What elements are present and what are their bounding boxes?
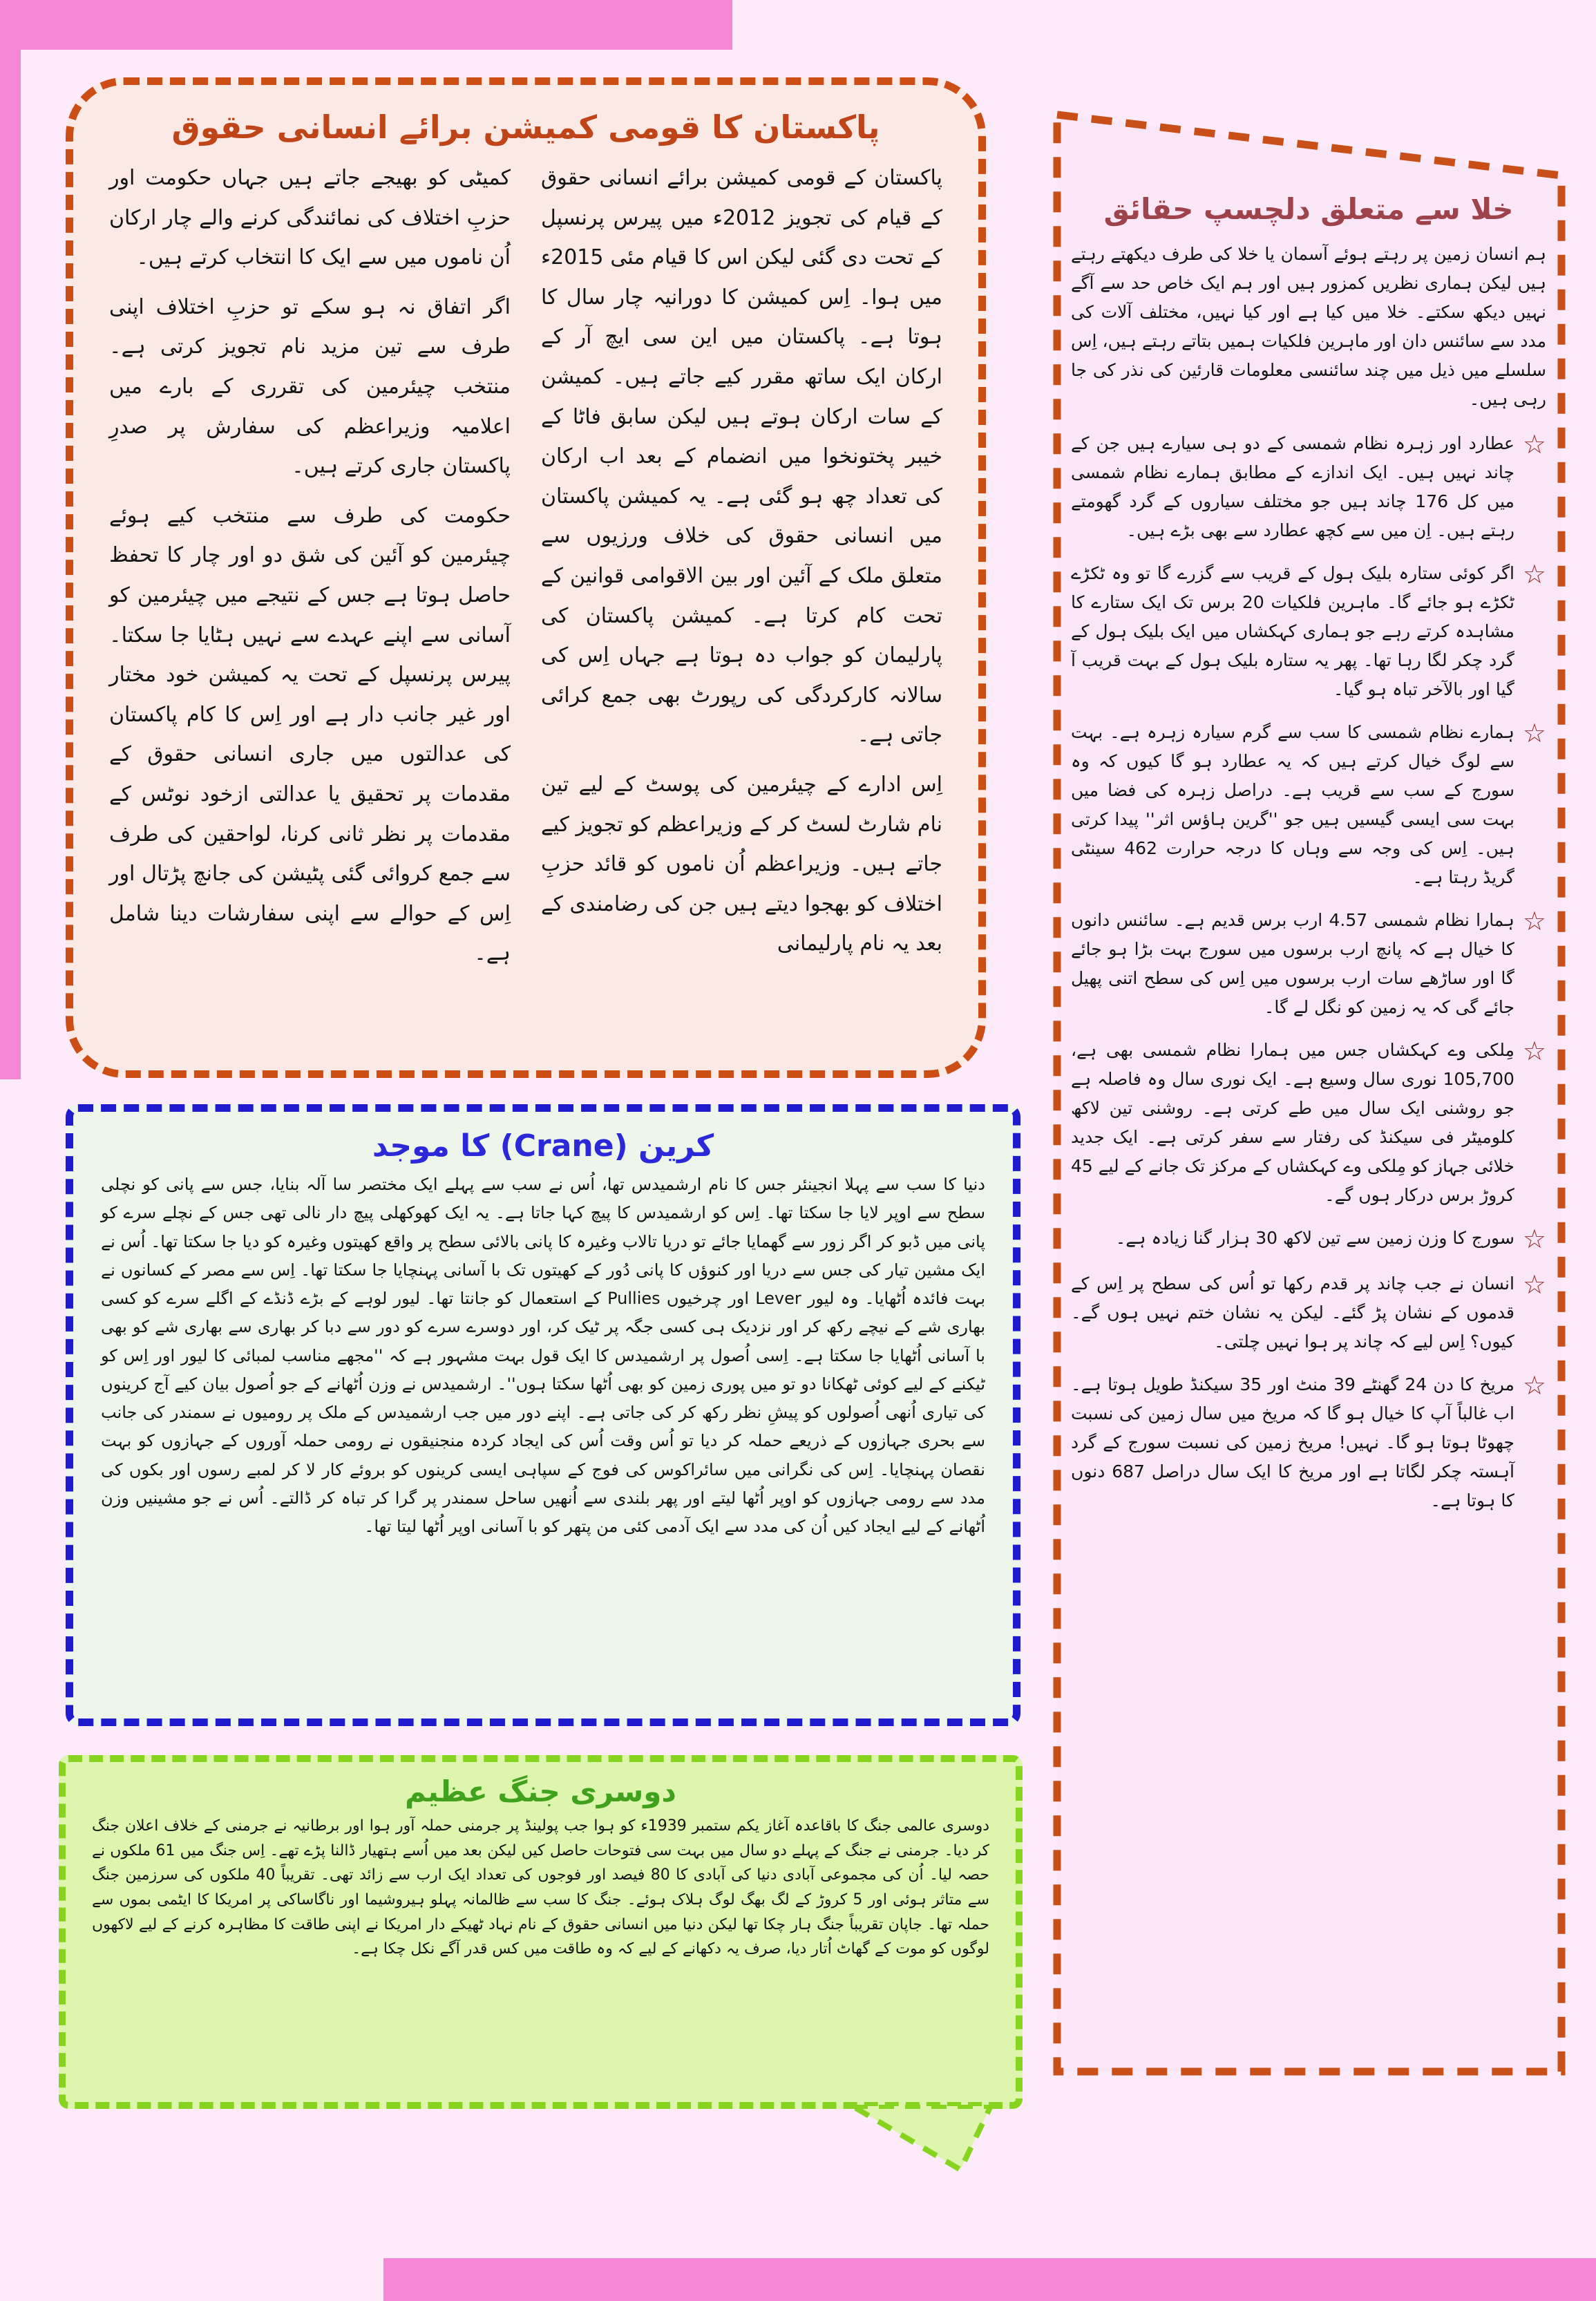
space-facts-content (1071, 192, 1546, 2058)
star-bullet-icon: ☆ (1522, 429, 1546, 460)
fact-text: عطارد اور زہرہ نظام شمسی کے دو ہی سیارے ہیں جن کے چاند نہیں ہیں۔ ایک اندازے کے مطابق ہمارے نظام شمسی میں کل 176 چاند ہیں جو مختلف سیاروں کے گرد گھومتے رہتے ہیں۔ اِن میں سے کچھ عطارد سے بھی بڑے ہیں۔ (1071, 433, 1514, 540)
list-item (1071, 1269, 1546, 1356)
nchr-paragraph: پاکستان کے قومی کمیشن برائے انسانی حقوق کے قیام کی تجویز 2012ء میں پیرس پرنسپل کے تحت دی گئی لیکن اس کا قیام مئی 2015ء میں ہوا۔ اِس کمیشن کا دورانیہ چار سال کا ہوتا ہے۔ پاکستان میں این سی ایچ آر کے ارکان ایک ساتھ مقرر کیے جاتے ہیں۔ کمیشن کے سات ارکان ہوتے ہیں لیکن سابق فاٹا کے خیبر پختونخوا میں انضمام کے بعد اب ارکان کی تعداد چھ ہو گئی ہے۔ یہ کمیشن پاکستان میں انسانی حقوق کی خلاف ورزیوں سے متعلق ملک کے آئین اور بین الاقوامی قوانین کے تحت کام کرتا ہے۔ کمیشن پاکستان کی پارلیمان کو جواب دہ ہوتا ہے جہاں اِس کی سالانہ کارکردگی کی رپورٹ بھی جمع کرائی جاتی ہے۔ (541, 166, 942, 748)
crane-article-body: دنیا کا سب سے پہلا انجینئر جس کا نام ارشمیدس تھا، اُس نے سب سے پہلے ایک مختصر سا آلہ بنایا، جس سے پانی کو نچلی سطح سے اوپر لایا جا سکتا تھا۔ اِس کو ارشمیدس کا پیچ کہا جاتا ہے۔ یہ ایک کھوکھلی پیچ دار نالی تھی جس کے نچلے سرے کو پانی میں ڈبو کر اگر زور سے گھمایا جائے تو دریا تالاب وغیرہ کا پانی بالائی سطح پر واقع کھیتوں وغیرہ کو دیا جا سکتا تھا۔ اُس نے ایک مشین تیار کی جس سے دریا اور کنوؤں کا پانی دُور کے کھیتوں تک با آسانی پہنچایا جا سکتا تھا۔ اِس سے مصر کے کسانوں نے بہت فائدہ اُٹھایا۔ وہ لیور Lever اور چرخیوں Pullies کے استعمال کو جانتا تھا۔ لیور لوہے کے بڑے ڈنڈے کے اگلے سرے کو کسی بھاری شے کے نیچے رکھ کر اور نزدیک ہی کسی جگہ پر ٹیک کر، اور دوسرے سرے کو دور سے دبا کر بھاری سے بھاری شے کو بھی با آسانی اُٹھایا جا سکتا ہے۔ اِسی اُصول پر ارشمیدس کا ایک قول بہت مشہور ہے کہ ''مجھے مناسب لمبائی کا لیور اور اِس کو ٹیکنے کے لیے کوئی ٹھکانا دو تو میں پوری زمین کو بھی اُٹھا سکتا ہوں''۔ ارشمیدس نے وزن اُٹھانے کے جو اُصول بیان کیے آج کرینوں کی تیاری اُنھی اُصولوں کو پیشِ نظر رکھ کر کی جاتی ہے۔ اپنے دور میں جب ارشمیدس کے ملک پر رومیوں نے سمندر کی جانب سے بحری جہازوں کے ذریعے حملہ کر دیا تو اُس وقت اُس کی ایجاد کردہ منجنیقوں نے رومی حملہ آوروں کے جہازوں کو بہت نقصان پہنچایا۔ اِس کی نگرانی میں سائراکوس کی فوج کے سپاہی ایسی کرینوں کو بروئے کار لا کر لمبے رسوں اور بکوں کی مدد سے رومی جہازوں کو اوپر اُٹھا لیتے اور پھر بلندی سے اُنھیں ساحل سمندر پر گرا کر تباہ کر ڈالتے۔ اُس نے جو مشینیں وزن اُٹھانے کے لیے ایجاد کیں اُن کی مدد سے ایک آدمی کئی من پتھر کو با آسانی اوپر اُٹھا لیتا تھا۔ (101, 1175, 986, 1537)
star-bullet-icon: ☆ (1522, 718, 1546, 748)
list-item (1071, 1224, 1546, 1256)
space-facts-box (1053, 109, 1566, 2077)
fact-text: مِلکی وے کہکشاں جس میں ہمارا نظام شمسی بھی ہے، 105,700 نوری سال وسیع ہے۔ ایک نوری سال وہ فاصلہ ہے جو روشنی ایک سال میں طے کرتی ہے۔ روشنی تین لاکھ کلومیٹر فی سیکنڈ کی رفتار سے سفر کرتی ہے۔ ایک جدید خلائی جہاز کو مِلکی وے کہکشاں کے مرکز تک جانے کے لیے 45 کروڑ برس درکار ہوں گے۔ (1071, 1040, 1514, 1205)
star-bullet-icon: ☆ (1522, 1269, 1546, 1300)
star-bullet-icon: ☆ (1522, 1036, 1546, 1066)
star-bullet-icon: ☆ (1522, 906, 1546, 936)
list-item (1071, 1036, 1546, 1210)
star-bullet-icon: ☆ (1522, 1224, 1546, 1254)
fact-text: مریخ کا دن 24 گھنٹے 39 منٹ اور 35 سیکنڈ طویل ہوتا ہے۔ اب غالباً آپ کا خیال ہو گا کہ مریخ میں سال زمین کی نسبت چھوٹا ہوتا ہو گا۔ نہیں! مریخ زمین کی نسبت سورج کے گرد آہستہ چکر لگاتا ہے اور مریخ کا ایک سال دراصل 687 دنوں کا ہوتا ہے۔ (1071, 1374, 1514, 1511)
fact-text: ہمارا نظام شمسی 4.57 ارب برس قدیم ہے۔ سائنس دانوں کا خیال ہے کہ پانچ ارب برسوں میں سورج بہت بڑا ہو جائے گا اور ساڑھے سات ارب برسوں میں اِس کی سطح اتنی پھیل جائے گی کہ یہ زمین کو نگل لے گا۔ (1071, 910, 1514, 1017)
nchr-paragraph: اِس ادارے کے چیئرمین کی پوسٹ کے لیے تین نام شارٹ لسٹ کر کے وزیراعظم کو تجویز کیے جاتے ہیں۔ وزیراعظم اُن ناموں کو قائد حزبِ اختلاف کو بھجوا دیتے ہیں جن کی رضامندی کے بعد یہ نام پارلیمانی (541, 772, 942, 956)
list-item (1071, 559, 1546, 704)
fact-text: انسان نے جب چاند پر قدم رکھا تو اُس کی سطح پر اِس کے قدموں کے نشان پڑ گئے۔ لیکن یہ نشان ختم نہیں ہوں گے۔ کیوں؟ اِس لیے کہ چاند پر ہوا نہیں چلتی۔ (1071, 1273, 1514, 1352)
list-item (1071, 429, 1546, 545)
ww2-article-title: دوسری جنگ عظیم (405, 1774, 676, 1808)
ww2-article-box (59, 1755, 1023, 2109)
bottom-edge-pink-strip (383, 2258, 1596, 2301)
crane-article-box (66, 1104, 1020, 1726)
fact-text: سورج کا وزن زمین سے تین لاکھ 30 ہزار گنا زیادہ ہے۔ (1115, 1228, 1514, 1248)
nchr-paragraph: حکومت کی طرف سے منتخب کیے ہوئے چیئرمین کو آئین کی شق دو اور چار کا تحفظ حاصل ہوتا ہے جس کے نتیجے میں چیئرمین کو آسانی سے اپنے عہدے سے نہیں ہٹایا جا سکتا۔ پیرس پرنسپل کے تحت یہ کمیشن خود مختار اور غیر جانب دار ہے اور اِس کا کام پاکستان کی عدالتوں میں جاری انسانی حقوق کے مقدمات پر تحقیق یا عدالتی ازخود نوٹس کے مقدمات پر نظر ثانی کرنا، لواحقین کی طرف سے جمع کروائی گئی پٹیشن کی جانچ پڑتال اور اِس کے حوالے سے اپنی سفارشات دینا شامل ہے۔ (109, 503, 511, 966)
nchr-article-box (66, 77, 986, 1078)
crane-article-title: کرین (Crane) کا موجد (372, 1128, 714, 1164)
nchr-paragraph: اگر اتفاق نہ ہو سکے تو حزبِ اختلاف اپنی طرف سے تین مزید نام تجویز کرتی ہے۔ منتخب چیئرمین کی تقرری کے بارے میں اعلامیہ وزیراعظم کی سفارش پر صدرِ پاکستان جاری کرتے ہیں۔ (109, 294, 511, 479)
nchr-column-left (109, 158, 511, 983)
space-facts-title: خلا سے متعلق دلچسپ حقائق (1103, 192, 1514, 226)
list-item (1071, 1370, 1546, 1515)
space-facts-intro: ہم انسان زمین پر رہتے ہوئے آسمان یا خلا کی طرف دیکھتے رہتے ہیں لیکن ہماری نظریں کمزور ہیں اور ہم ایک خاص حد سے آگے نہیں دیکھ سکتے۔ خلا میں کیا ہے اور کیا نہیں، مختلف آلات کی مدد سے سائنس دان اور ماہرین فلکیات ہمیں بتاتے رہتے ہیں، اِس سلسلے میں ذیل میں چند سائنسی معلومات قارئین کی نذر کی جا رہی ہیں۔ (1071, 244, 1546, 409)
nchr-article-title: پاکستان کا قومی کمیشن برائے انسانی حقوق (171, 108, 880, 146)
star-bullet-icon: ☆ (1522, 1370, 1546, 1401)
list-item (1071, 906, 1546, 1022)
fact-text: اگر کوئی ستارہ بلیک ہول کے قریب سے گزرے گا تو وہ ٹکڑے ٹکڑے ہو جائے گا۔ ماہرین فلکیات 20 برس تک ایک ستارے کا مشاہدہ کرتے رہے جو ہماری کہکشاں میں ایک بلیک ہول کے گرد چکر لگا رہا تھا۔ پھر یہ ستارہ بلیک ہول کے بہت قریب آ گیا اور بالآخر تباہ ہو گیا۔ (1071, 563, 1514, 699)
left-edge-pink-strip (0, 0, 21, 1079)
ww2-article-body: دوسری عالمی جنگ کا باقاعدہ آغاز یکم ستمبر 1939ء کو ہوا جب پولینڈ پر جرمنی حملہ آور ہوا اور برطانیہ نے جرمنی کے خلاف اعلان جنگ کر دیا۔ جرمنی نے جنگ کے پہلے دو سال میں بہت سی فتوحات حاصل کیں لیکن بعد میں اُسے ہتھیار ڈالنا پڑے تھے۔ اِس جنگ میں 61 ملکوں نے حصہ لیا۔ اُن کی مجموعی آبادی دنیا کی آبادی کا 80 فیصد اور فوجوں کی تعداد ایک ارب سے زائد تھی۔ تقریباً 40 ملکوں کی سرزمین جنگ سے متاثر ہوئی اور 5 کروڑ کے لگ بھگ لوگ ہلاک ہوئے۔ جنگ کا سب سے ظالمانہ پہلو ہیروشیما اور ناگاساکی پر امریکا کا ایٹمی بموں سے حملہ تھا۔ جاپان تقریباً جنگ ہار چکا تھا لیکن دنیا میں انسانی حقوق کے نام نہاد ٹھیکے دار امریکا نے اپنی طاقت کا مظاہرہ کرنے کے لیے لاکھوں لوگوں کو موت کے گھاٹ اُتار دیا، صرف یہ دکھانے کے لیے کہ وہ طاقت میں کس قدر آگے نکل چکا ہے۔ (92, 1817, 990, 1958)
ww2-speech-bubble-tail (850, 2105, 995, 2174)
nchr-two-column-text (109, 158, 942, 983)
star-bullet-icon: ☆ (1522, 559, 1546, 589)
list-item (1071, 718, 1546, 892)
nchr-column-right (541, 158, 942, 983)
fact-text: ہمارے نظام شمسی کا سب سے گرم سیارہ زہرہ ہے۔ بہت سے لوگ خیال کرتے ہیں کہ یہ عطارد ہو گا کیوں کہ وہ سورج کے سب سے قریب ہے۔ دراصل زہرہ کی فضا میں بہت سی ایسی گیسیں ہیں جو ''گرین ہاؤس اثر'' پیدا کرتی ہیں۔ اِس کی وجہ سے وہاں کا درجہ حرارت 462 سینٹی گریڈ رہتا ہے۔ (1071, 722, 1514, 887)
top-edge-pink-strip (0, 0, 732, 50)
nchr-paragraph: کمیٹی کو بھیجے جاتے ہیں جہاں حکومت اور حزبِ اختلاف کی نمائندگی کرنے والے چار ارکان اُن ناموں میں سے ایک کا انتخاب کرتے ہیں۔ (109, 166, 511, 270)
